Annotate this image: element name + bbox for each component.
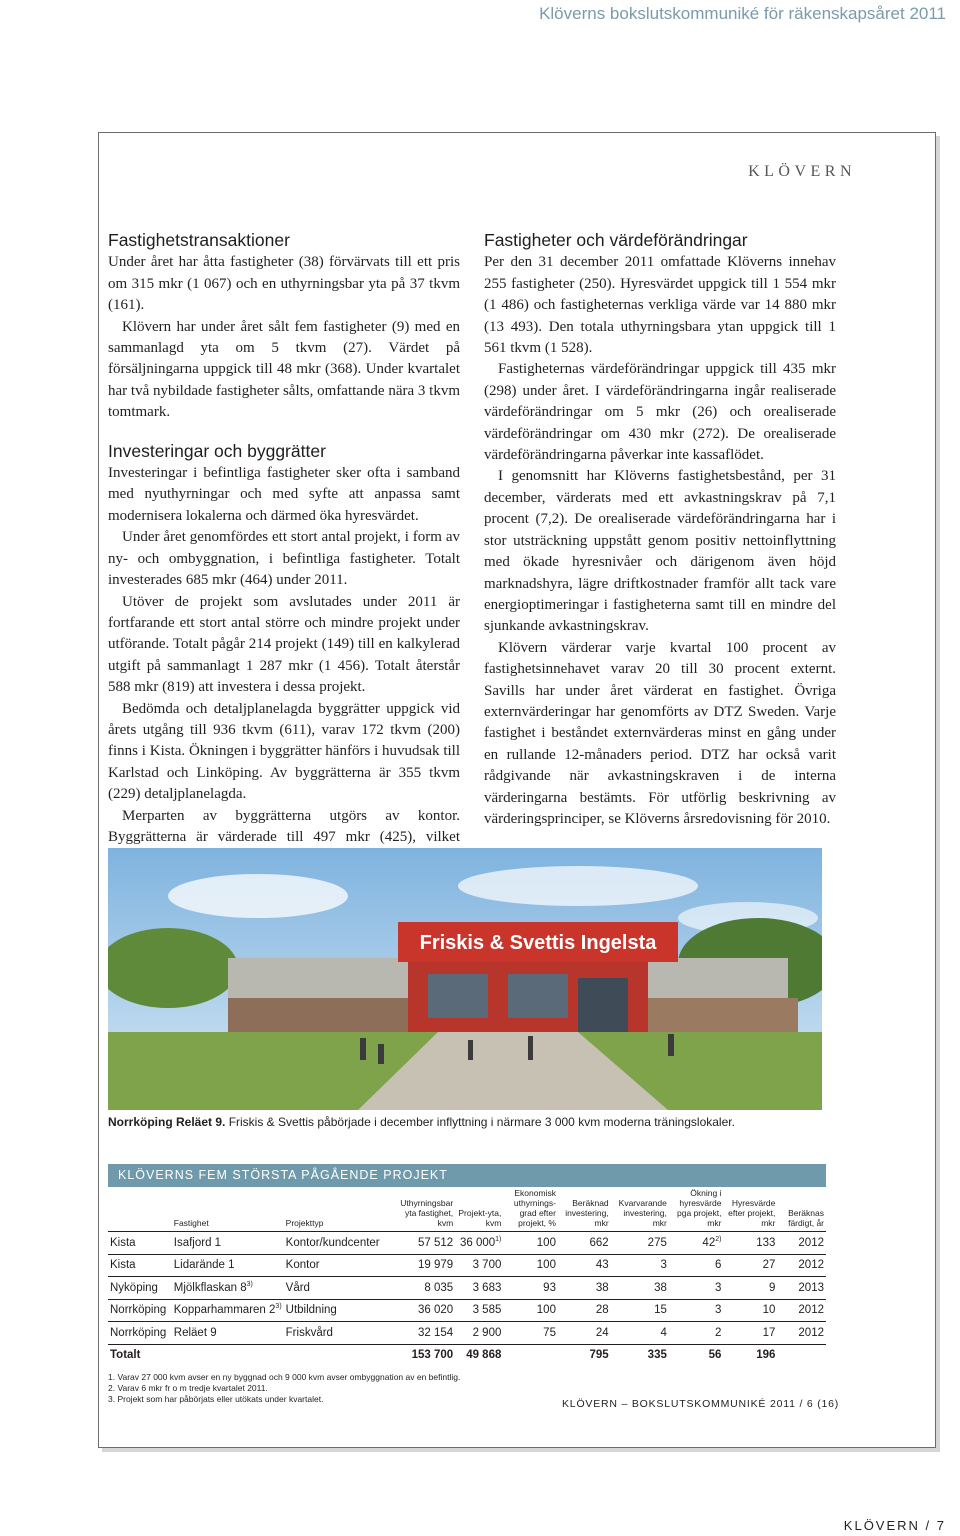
footnote: 2. Varav 6 mkr fr o m tredje kvartalet 2011.	[108, 1383, 268, 1393]
table-cell: Totalt	[110, 1349, 141, 1362]
paragraph: Klövern värderar varje kvartal 100 procent av fastighetsinnehavet varav 20 till 30 procent externt. Savills har under året värderat en fastighet. Övriga externvärderingar har genomförts av DTZ Sweden. Varje fastighet i beståndet externvärderas minst en gång under en rullande 12-månaders period. DTZ har också varit rådgivande när avkastningskraven i de interna värderingarna bestämts. För utförlig beskrivning av värderingsprinciper, se Klöverns årsredovisning för 2010.	[484, 639, 836, 827]
header-cell: Fastighet	[172, 1188, 284, 1232]
caption-title: Norrköping Reläet 9.	[108, 1115, 226, 1129]
footnote: 3. Projekt som har påbörjats eller utökats under kvartalet.	[108, 1394, 324, 1404]
paragraph: Klövern har under året sålt fem fastigheter (9) med en sammanlagd yta om 5 tkvm (27). Värdet på försäljningarna uppgick till 48 mkr (368). Under kvartalet har två nybildade fastigheter sålts, omfattande nära 3 tkvm tomtmark.	[108, 318, 460, 421]
paragraph: Utöver de projekt som avslutades under 2011 är fortfarande ett stort antal större och mindre projekt under utförande. Totalt pågår 214 projekt (149) till en kalkylerad utgift på sammanlagt 1 287 mkr (1 456). Totalt återstår 588 mkr (819) att investera i dessa projekt.	[108, 593, 460, 696]
table-cell: 9	[723, 1277, 777, 1300]
table-cell: 100	[503, 1254, 558, 1277]
table-total-row	[108, 1344, 826, 1366]
table-cell: 19 979	[388, 1254, 455, 1277]
brand-wordmark: KLÖVERN	[748, 163, 856, 180]
table-cell: 36 020	[388, 1299, 455, 1322]
table-cell: 8 035	[388, 1277, 455, 1300]
header-cell: Beräknas färdigt, år	[777, 1188, 826, 1232]
paragraph: Investeringar i befintliga fastigheter sker ofta i samband med nyuthyrningar och med syfte att anpassa samt modernisera lokalerna och därmed öka hyresvärdet.	[108, 465, 460, 524]
footnote: 1. Varav 27 000 kvm avser en ny byggnad och 9 000 kvm avser ombyggnation av en befintlig.	[108, 1372, 461, 1382]
paragraph: Fastigheternas värdeförändringar uppgick till 435 mkr (298) under året. I värdeförändringarna ingår realiserade värdeförändringar om 5 mkr (26) och orealiserade värdeförändringar om 430 mkr (272). De orealiserade värdeförändringarna påverkar inte kassaflödet.	[484, 361, 836, 464]
table-cell: 10	[723, 1299, 777, 1322]
table-cell	[172, 1277, 284, 1300]
paragraph: I genomsnitt har Klöverns fastighetsbestånd, per 31 december, värderats med ett avkastningskrav på 7,1 procent (7,2). De orealiserade värdeförändringarna har i stor utsträckning uppstått genom positiv nettoinflyttning med ökade hyresnivåer och därigenom även höjd marknadshyra, lägre driftkostnader framför allt tack vare energioptimeringar i fastigheterna samt till en mindre del sjunkande avkastningskrav.	[484, 468, 836, 635]
store-sign-text: Friskis & Svettis Ingelsta	[419, 932, 657, 954]
right-column	[484, 230, 836, 830]
section-heading-properties: Fastigheter och värdeförändringar	[484, 230, 748, 250]
table-cell: 32 154	[388, 1322, 455, 1345]
table-cell: Kista	[108, 1254, 172, 1277]
table-cell: 57 512	[388, 1232, 455, 1255]
document-title: Klöverns bokslutskommuniké för räkenskapsåret 2011	[539, 4, 946, 23]
table-cell: 100	[503, 1299, 558, 1322]
left-column	[108, 230, 460, 870]
table-footnotes	[108, 1372, 460, 1405]
table-cell: 28	[558, 1299, 611, 1322]
table-cell	[777, 1344, 826, 1366]
table-title: KLÖVERNS FEM STÖRSTA PÅGÅENDE PROJEKT	[108, 1164, 826, 1187]
header-cell: Ekonomisk uthyrnings-grad efter projekt, %	[503, 1188, 558, 1232]
page-number: KLÖVERN / 7	[843, 1518, 946, 1533]
header-cell: Beräknad investering, mkr	[558, 1188, 611, 1232]
table-cell: 56	[708, 1349, 722, 1362]
table-cell: 43	[558, 1254, 611, 1277]
table-cell: Norrköping	[108, 1322, 172, 1345]
table-cell: 27	[723, 1254, 777, 1277]
table-cell: 662	[558, 1232, 611, 1255]
table-cell: 75	[503, 1322, 558, 1345]
table-cell: 2012	[777, 1254, 826, 1277]
table-cell: Isafjord 1	[172, 1232, 284, 1255]
table-cell: Kontor	[284, 1254, 388, 1277]
paragraph: Under året genomfördes ett stort antal projekt, i form av ny- och ombyggnation, i befintliga fastigheter. Totalt investerades 685 mkr (464) under 2011.	[108, 529, 460, 589]
header-cell: Uthyrningsbar yta fastighet, kvm	[388, 1188, 455, 1232]
header-cell: Hyresvärde efter projekt, mkr	[723, 1188, 777, 1232]
table-row	[108, 1254, 826, 1277]
table-cell: Kista	[108, 1232, 172, 1255]
running-footer: KLÖVERN – BOKSLUTSKOMMUNIKÉ 2011 / 6 (16)	[562, 1398, 840, 1410]
table-cell: 795	[589, 1349, 609, 1362]
footnote-marker: 2)	[715, 1235, 722, 1243]
table-cell: 153 700	[411, 1349, 454, 1362]
table-cell	[284, 1344, 388, 1366]
table-cell: 38	[558, 1277, 611, 1300]
paragraph: Merparten av byggrätterna utgörs av kontor. Byggrätterna är värderade till 497 mkr (425), vilket	[108, 807, 460, 845]
cell-value: Mjölkflaskan 8	[173, 1281, 247, 1294]
table-cell: 24	[558, 1322, 611, 1345]
table-cell: Friskvård	[284, 1322, 388, 1345]
table-cell: 49 868	[466, 1349, 502, 1362]
footnote-marker: 3)	[246, 1280, 253, 1288]
table-cell: Nyköping	[108, 1277, 172, 1300]
table-cell: 17	[723, 1322, 777, 1345]
photo-caption	[108, 1115, 735, 1129]
header-cell: Projekt-yta, kvm	[455, 1188, 503, 1232]
table-cell: 2 900	[455, 1322, 503, 1345]
section-heading-transactions: Fastighetstransaktioner	[108, 230, 290, 250]
table-cell: 4	[611, 1322, 669, 1345]
table-cell: 275	[611, 1232, 669, 1255]
table-cell: Kontor/kundcenter	[284, 1232, 388, 1255]
table-cell: 38	[611, 1277, 669, 1300]
building-photo	[108, 848, 822, 1110]
table-row	[108, 1277, 826, 1300]
table-cell: 2	[669, 1322, 724, 1345]
table-cell: 93	[503, 1277, 558, 1300]
footnote-marker: 1)	[495, 1235, 502, 1243]
table-cell: Reläet 9	[172, 1322, 284, 1345]
table-row	[108, 1232, 826, 1255]
table-cell: 3 700	[455, 1254, 503, 1277]
table-cell	[455, 1232, 503, 1255]
header-cell: Ökning i hyresvärde pga projekt, mkr	[669, 1188, 724, 1232]
table-cell: Lidarände 1	[172, 1254, 284, 1277]
table-cell	[669, 1232, 724, 1255]
cell-value: 36 000	[459, 1236, 496, 1249]
paragraph: Per den 31 december 2011 omfattade Klöverns innehav 255 fastigheter (250). Hyresvärdet uppgick till 1 554 mkr (1 486) och fastigheternas verkliga värde var 14 880 mkr (13 493). Den totala uthyrningsbara ytan uppgick till 1 561 tkvm (1 528).	[484, 254, 836, 357]
table-row	[108, 1322, 826, 1345]
cell-value: 42	[702, 1236, 716, 1249]
table-cell: 2013	[777, 1277, 826, 1300]
table-cell: 3	[669, 1277, 724, 1300]
header-cell: Kvarvarande investering, mkr	[611, 1188, 669, 1232]
table-cell: Utbildning	[284, 1299, 388, 1322]
table-cell	[503, 1344, 558, 1366]
table-cell	[172, 1344, 284, 1366]
table-cell: Vård	[284, 1277, 388, 1300]
table-row	[108, 1299, 826, 1322]
table-header-row	[108, 1188, 826, 1232]
table-cell: 3 683	[455, 1277, 503, 1300]
cell-value: Kopparhammaren 2	[173, 1304, 276, 1317]
section-heading-investments: Investeringar och byggrätter	[108, 440, 326, 461]
table-cell: 196	[756, 1349, 776, 1362]
header-cell: Projekttyp	[284, 1188, 388, 1232]
paragraph: Under året har åtta fastigheter (38) förvärvats till ett pris om 315 mkr (1 067) och en uthyrningsbar yta på 37 tkvm (161).	[108, 254, 460, 314]
table-cell: 3	[611, 1254, 669, 1277]
projects-table	[108, 1188, 826, 1366]
table-cell: 2012	[777, 1299, 826, 1322]
table-cell: 3 585	[455, 1299, 503, 1322]
table-cell: Norrköping	[108, 1299, 172, 1322]
footnote-marker: 3)	[275, 1303, 282, 1311]
table-cell: 133	[723, 1232, 777, 1255]
table-cell: 100	[503, 1232, 558, 1255]
table-cell	[172, 1299, 284, 1322]
table-cell: 335	[647, 1349, 667, 1362]
table-cell: 15	[611, 1299, 669, 1322]
caption-text: Friskis & Svettis påbörjade i december inflyttning i närmare 3 000 kvm moderna träningslokaler.	[225, 1115, 735, 1129]
paragraph: Bedömda och detaljplanelagda byggrätter uppgick vid årets utgång till 936 tkvm (611), varav 172 tkvm (200) finns i Kista. Ökningen i byggrätter hänförs i huvudsak till Karlstad och Linköping. Av byggrätterna är 355 tkvm (229) detaljplanelagda.	[108, 700, 460, 803]
table-cell: 2012	[777, 1322, 826, 1345]
table-cell: 2012	[777, 1232, 826, 1255]
table-cell: 3	[669, 1299, 724, 1322]
table-cell: 6	[669, 1254, 724, 1277]
header-cell	[108, 1188, 172, 1232]
